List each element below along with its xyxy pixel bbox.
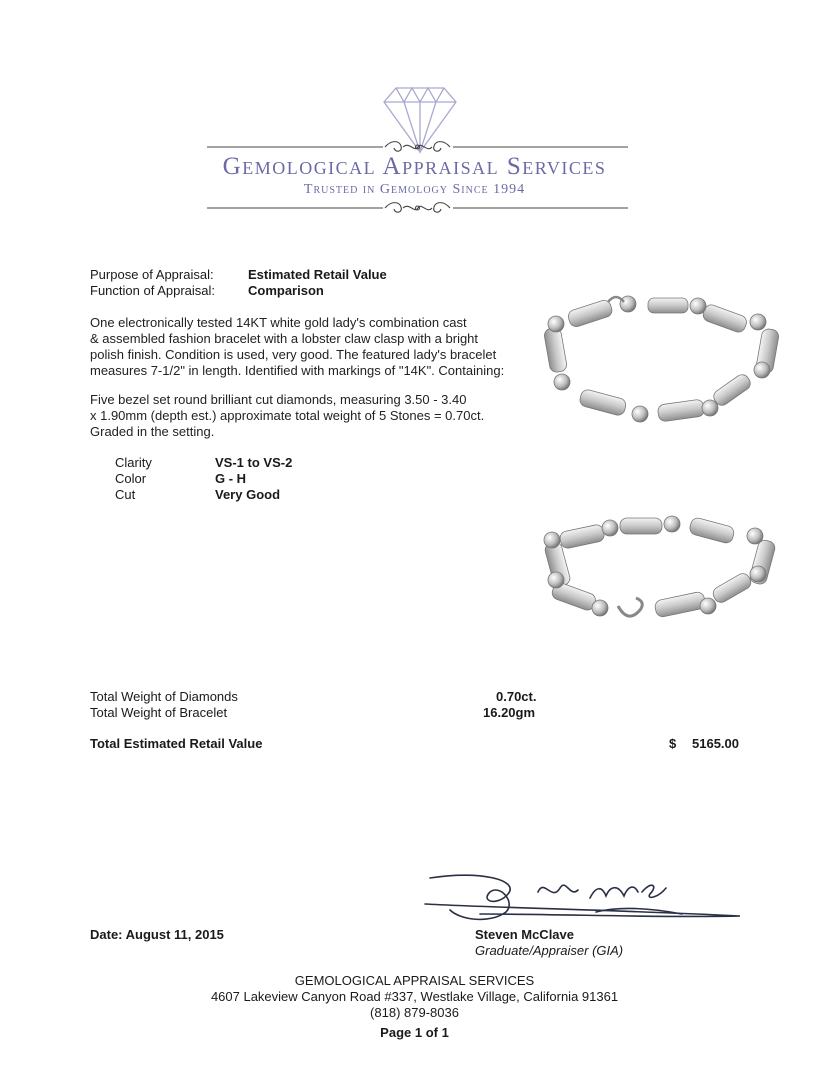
stones-line: x 1.90mm (depth est.) approximate total weight of 5 Stones = 0.70ct. (90, 408, 485, 423)
color-label: Color (115, 471, 147, 486)
company-title: Gemological Appraisal Services (222, 153, 607, 180)
cut-label: Cut (115, 487, 136, 502)
footer-phone: (818) 879-8036 (370, 1005, 459, 1020)
footer-address: 4607 Lakeview Canyon Road #337, Westlake Village, California 91361 (210, 989, 619, 1004)
stones-line: Five bezel set round brilliant cut diamonds, measuring 3.50 - 3.40 (90, 392, 467, 407)
stones-description (90, 392, 484, 440)
stones-line: Graded in the setting. (90, 424, 215, 439)
appraiser-name: Steven McClave (475, 927, 574, 942)
item-description (90, 315, 504, 379)
purpose-value: Estimated Retail Value (248, 267, 387, 282)
function-label: Function of Appraisal: (90, 283, 216, 298)
footer-company: GEMOLOGICAL APPRAISAL SERVICES (294, 973, 535, 988)
description-line: One electronically tested 14KT white gold lady's combination cast (90, 315, 467, 330)
clarity-value: VS-1 to VS-2 (215, 455, 293, 470)
purpose-label: Purpose of Appraisal: (90, 267, 214, 282)
description-line: measures 7-1/2" in length. Identified with markings of "14K". Containing: (90, 363, 505, 378)
description-line: polish finish. Condition is used, very good. The featured lady's bracelet (90, 347, 497, 362)
clarity-label: Clarity (115, 455, 152, 470)
bracelet-photo-bottom (540, 510, 785, 640)
retail-value-amount: 5165.00 (692, 736, 739, 751)
appraisal-date: Date: August 11, 2015 (90, 927, 224, 942)
company-tagline: Trusted in Gemology Since 1994 (303, 182, 526, 197)
appraiser-title: Graduate/Appraiser (GIA) (475, 943, 624, 958)
retail-value-label: Total Estimated Retail Value (90, 736, 263, 751)
diamonds-weight-label: Total Weight of Diamonds (90, 689, 238, 704)
diamonds-weight-value: 0.70ct. (496, 689, 537, 704)
bracelet-weight-value: 16.20gm (483, 705, 536, 720)
description-line: & assembled fashion bracelet with a lobster claw clasp with a bright (90, 331, 479, 346)
currency-symbol: $ (669, 736, 677, 751)
bottom-divider-ornament (205, 199, 630, 217)
page-number: Page 1 of 1 (380, 1025, 449, 1040)
cut-value: Very Good (215, 487, 281, 502)
bracelet-photo-top (540, 290, 785, 445)
function-value: Comparison (248, 283, 324, 298)
color-value: G - H (215, 471, 247, 486)
bracelet-weight-label: Total Weight of Bracelet (90, 705, 228, 720)
appraiser-signature (420, 862, 750, 930)
